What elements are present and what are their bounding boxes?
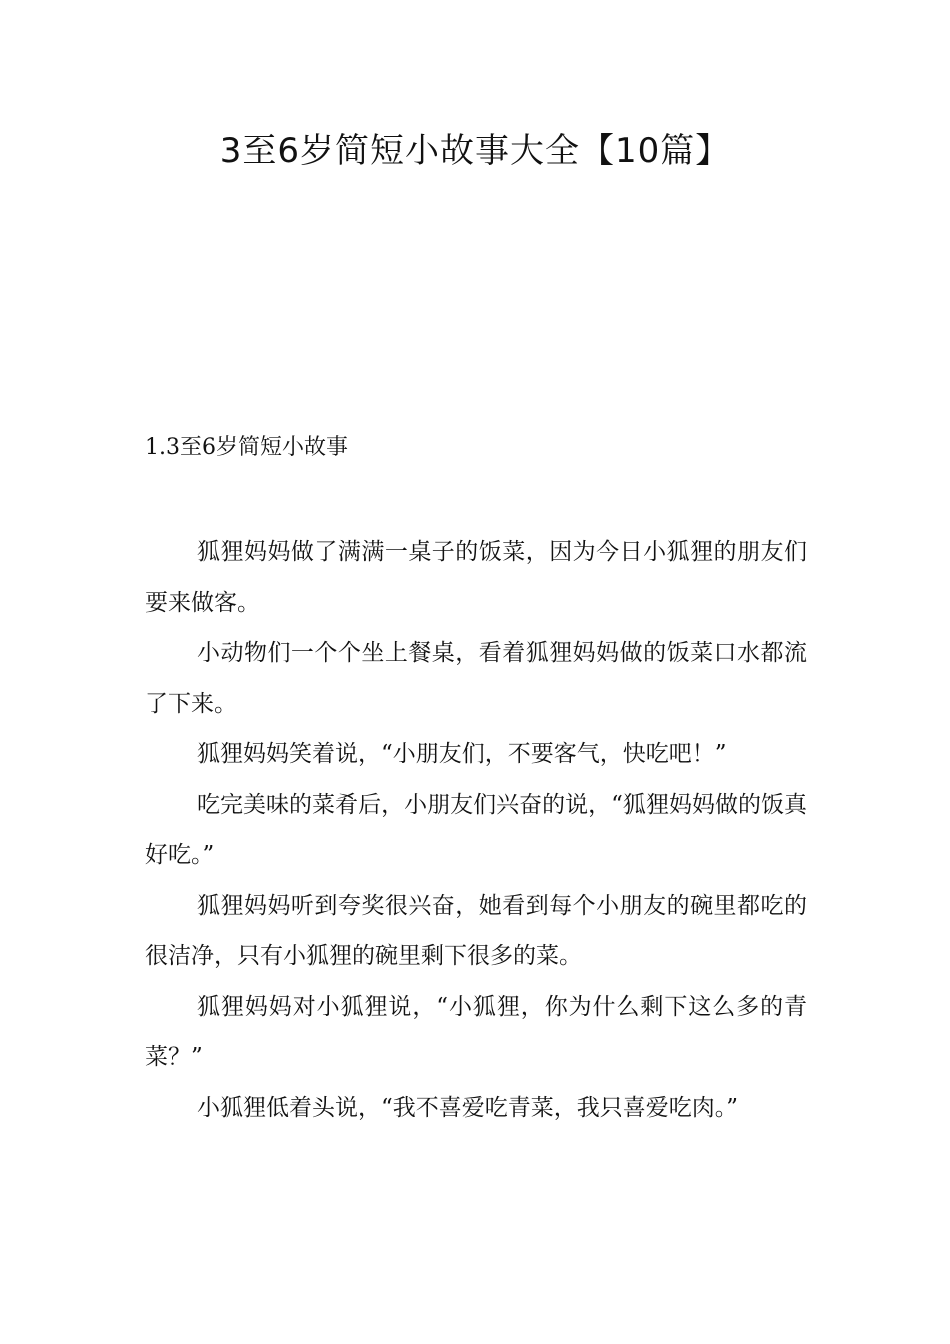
story-paragraph: 狐狸妈妈笑着说，“小朋友们，不要客气，快吃吧！”: [197, 741, 727, 767]
story-paragraph: 狐狸妈妈做了满满一桌子的饭菜，因为今日小狐狸的朋友们要来做客。: [145, 539, 807, 616]
story-paragraph: 吃完美味的菜肴后，小朋友们兴奋的说，“狐狸妈妈做的饭真好吃。”: [145, 791, 807, 868]
story-paragraph: 小动物们一个个坐上餐桌，看着狐狸妈妈做的饭菜口水都流了下来。: [145, 640, 807, 717]
story-paragraph: 狐狸妈妈听到夸奖很兴奋，她看到每个小朋友的碗里都吃的很洁净，只有小狐狸的碗里剩下很多的菜。: [145, 892, 807, 969]
story-paragraph: 小狐狸低着头说，“我不喜爱吃青菜，我只喜爱吃肉。”: [197, 1094, 739, 1121]
story-body: [145, 527, 807, 1133]
document-title: 3至6岁简短小故事大全【10篇】: [219, 131, 731, 171]
section-heading: 1.3至6岁简短小故事: [145, 435, 348, 460]
story-paragraph: 狐狸妈妈对小狐狸说，“小狐狸，你为什么剩下这么多的青菜？”: [145, 993, 807, 1070]
